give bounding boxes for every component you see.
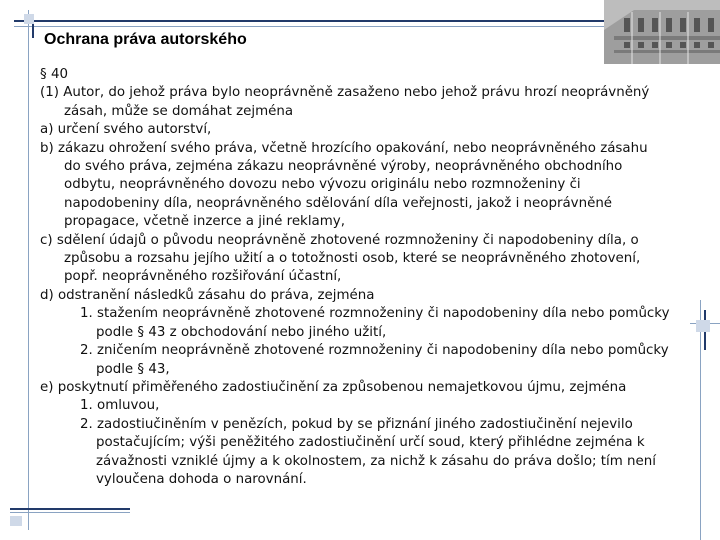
item-d2-line-1: 2. zničením neoprávněně zhotovené rozmnoženiny či napodobeniny díla nebo pomůcky <box>80 343 669 359</box>
paragraph-1-line-1: (1) Autor, do jehož práva bylo neoprávněně zasaženo nebo jehož právu hrozí neoprávněný <box>40 85 650 101</box>
item-b-line-3: odbytu, neoprávněného dovozu nebo vývozu originálu nebo rozmnoženiny či <box>64 177 581 193</box>
item-a: a) určení svého autorství, <box>40 122 212 138</box>
item-c-line-1: c) sdělení údajů o původu neoprávněně zhotovené rozmnoženiny či napodobeniny díla, o <box>40 232 639 248</box>
top-horizontal-line-light <box>14 26 604 27</box>
corner-square-bottom <box>10 516 22 526</box>
item-e1: 1. omluvou, <box>80 398 160 414</box>
item-d1-line-1: 1. stažením neoprávněně zhotovené rozmnoženiny či napodobeniny díla nebo pomůcky <box>80 306 670 322</box>
paragraph-1-line-2: zásah, může se domáhat zejména <box>64 103 294 119</box>
bottom-horizontal-line <box>10 512 130 513</box>
left-vertical-line-light <box>28 10 29 530</box>
item-c-line-3: popř. neoprávněného rozšiřování účastní, <box>64 269 342 285</box>
item-d2-line-2: podle § 43, <box>96 361 170 377</box>
item-b-line-2: do svého práva, zejména zákazu neoprávněné výroby, neoprávněného obchodního <box>64 159 623 175</box>
item-b-line-1: b) zákazu ohrožení svého práva, včetně hrozícího opakování, nebo neoprávněného zásahu <box>40 140 648 156</box>
item-d: d) odstranění následků zásahu do práva, zejména <box>40 287 375 303</box>
item-e2-line-4: vyloučena dohoda o narovnání. <box>96 471 307 487</box>
section-number: § 40 <box>40 67 68 82</box>
item-e2-line-3: závažnosti vzniklé újmy a k okolnostem, za nichž k zásahu do práva došlo; tím není <box>96 453 656 469</box>
bottom-horizontal-line-dark <box>10 508 130 510</box>
item-c-line-2: způsobu a rozsahu jejího užití a o totožnosti osob, které se neoprávněného zhotovení, <box>64 251 641 267</box>
statute-text <box>40 66 702 489</box>
item-e2-line-1: 2. zadostiučiněním v penězích, pokud by se přiznání jiného zadostiučinění nejevilo <box>80 416 633 432</box>
item-b-line-5: propagace, včetně inzerce a jiné reklamy, <box>64 214 345 230</box>
item-e2-line-2: postačujícím; výši peněžitého zadostiučinění určí soud, který přihlédne zejména k <box>96 435 645 451</box>
item-d1-line-2: podle § 43 z obchodování nebo jiného užití, <box>96 324 387 340</box>
building-photo <box>604 0 720 64</box>
item-b-line-4: napodobeniny díla, neoprávněného sdělování díla veřejnosti, jakož i neoprávněné <box>64 195 613 211</box>
corner-square-top <box>24 14 34 24</box>
item-e: e) poskytnutí přiměřeného zadostiučinění za způsobenou nemajetkovou újmu, zejména <box>40 379 627 395</box>
slide-title: Ochrana práva autorského <box>44 31 247 48</box>
